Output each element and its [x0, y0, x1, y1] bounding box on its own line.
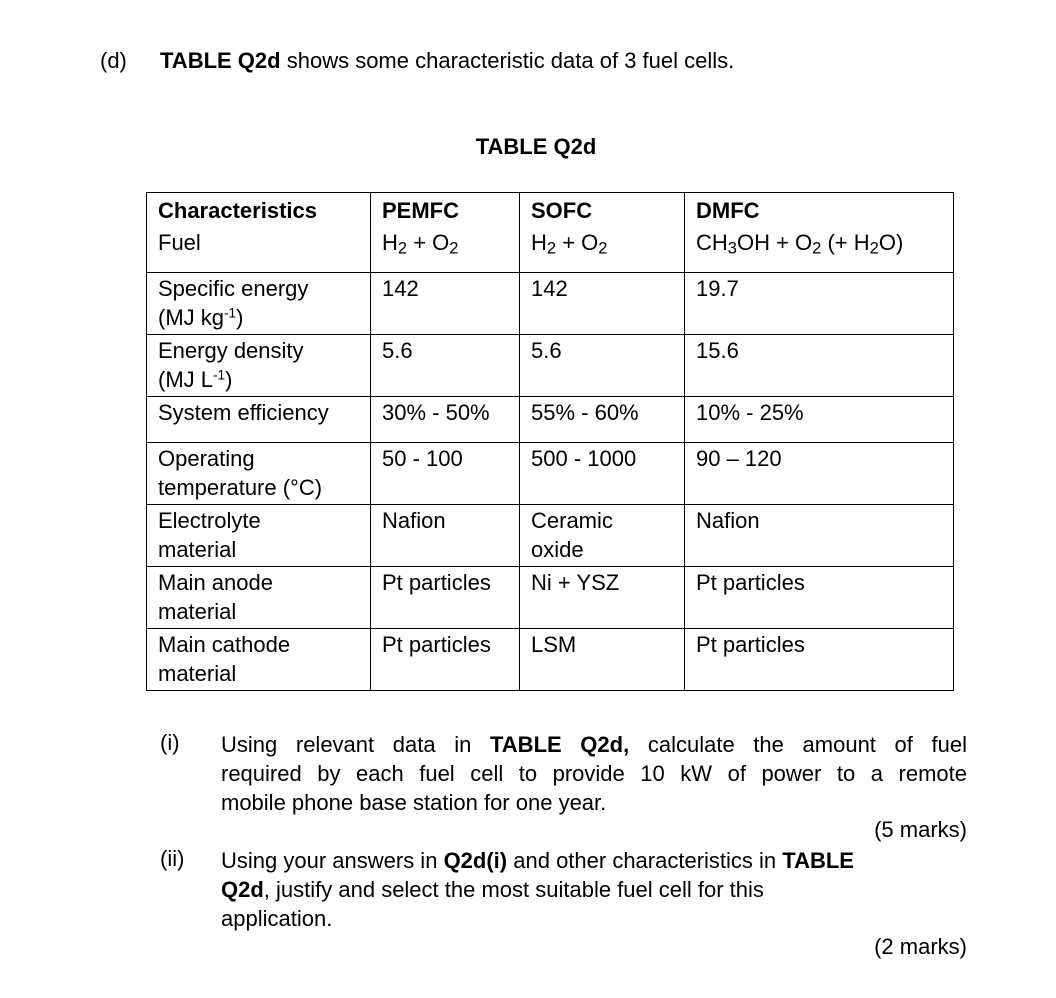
energy-density-label: Energy density (MJ $L^{-1}$) [147, 334, 371, 396]
operating-temperature-dmfc: 90 – 120 [685, 442, 954, 504]
anode-label: Main anode material [147, 566, 371, 628]
specific-energy-pemfc: 142 [371, 272, 520, 334]
electrolyte-sofc: Ceramic oxide [520, 504, 685, 566]
anode-dmfc: Pt particles [685, 566, 954, 628]
operating-temperature-pemfc: 50 - 100 [371, 442, 520, 504]
table-reference: TABLE Q2d [160, 48, 281, 73]
question-ii-label: (ii) [160, 846, 185, 871]
energy-density-dmfc: 15.6 [685, 334, 954, 396]
system-efficiency-row [147, 396, 954, 442]
header-characteristics: Characteristics [147, 193, 371, 228]
cathode-label: Main cathode material [147, 628, 371, 690]
fuel-pemfc: $H_2 + O_2$ [371, 227, 520, 272]
specific-energy-sofc: 142 [520, 272, 685, 334]
anode-row [147, 566, 954, 628]
fuel-row [147, 227, 954, 272]
energy-density-pemfc: 5.6 [371, 334, 520, 396]
header-pemfc: PEMFC [371, 193, 520, 228]
table-header-row [147, 193, 954, 228]
intro-text: shows some characteristic data of 3 fuel cells. [286, 48, 735, 73]
specific-energy-label: Specific energy (MJ $kg^{-1}$) [147, 272, 371, 334]
cathode-pemfc: Pt particles [371, 628, 520, 690]
header-dmfc: DMFC [685, 193, 954, 228]
anode-pemfc: Pt particles [371, 566, 520, 628]
question-i-marks: (5 marks) [874, 817, 967, 842]
fuel-label: Fuel [147, 227, 371, 272]
electrolyte-pemfc: Nafion [371, 504, 520, 566]
part-label: (d) [100, 48, 127, 73]
question-i-label: (i) [160, 730, 180, 755]
question-i-text: Using relevant data in TABLE Q2d, calculate the amount of fuel required by each fuel cell to provide 10 kW of power to a remote mobile phone base station for one year. [221, 732, 967, 815]
specific-energy-dmfc: 19.7 [685, 272, 954, 334]
energy-density-row [147, 334, 954, 396]
anode-sofc: Ni + YSZ [520, 566, 685, 628]
system-efficiency-dmfc: 10% - 25% [685, 396, 954, 442]
question-intro [100, 48, 734, 74]
electrolyte-row [147, 504, 954, 566]
specific-energy-row [147, 272, 954, 334]
electrolyte-label: Electrolyte material [147, 504, 371, 566]
energy-density-sofc: 5.6 [520, 334, 685, 396]
question-ii-text: Using your answers in Q2d(i) and other characteristics in TABLE Q2d, justify and select the most suitable fuel cell for this application. [221, 848, 854, 931]
cathode-row [147, 628, 954, 690]
fuel-dmfc: $CH_3OH + O_2$ (+ $H_2O$) [685, 227, 954, 272]
cathode-dmfc: Pt particles [685, 628, 954, 690]
table-title: TABLE Q2d [475, 134, 597, 159]
cathode-sofc: LSM [520, 628, 685, 690]
header-sofc: SOFC [520, 193, 685, 228]
system-efficiency-pemfc: 30% - 50% [371, 396, 520, 442]
operating-temperature-label: Operating temperature (°C) [147, 442, 371, 504]
system-efficiency-sofc: 55% - 60% [520, 396, 685, 442]
system-efficiency-label: System efficiency [147, 396, 371, 442]
operating-temperature-row [147, 442, 954, 504]
fuel-sofc: $H_2 + O_2$ [520, 227, 685, 272]
fuel-cell-table [146, 192, 954, 691]
question-ii-marks: (2 marks) [874, 934, 967, 959]
operating-temperature-sofc: 500 - 1000 [520, 442, 685, 504]
electrolyte-dmfc: Nafion [685, 504, 954, 566]
